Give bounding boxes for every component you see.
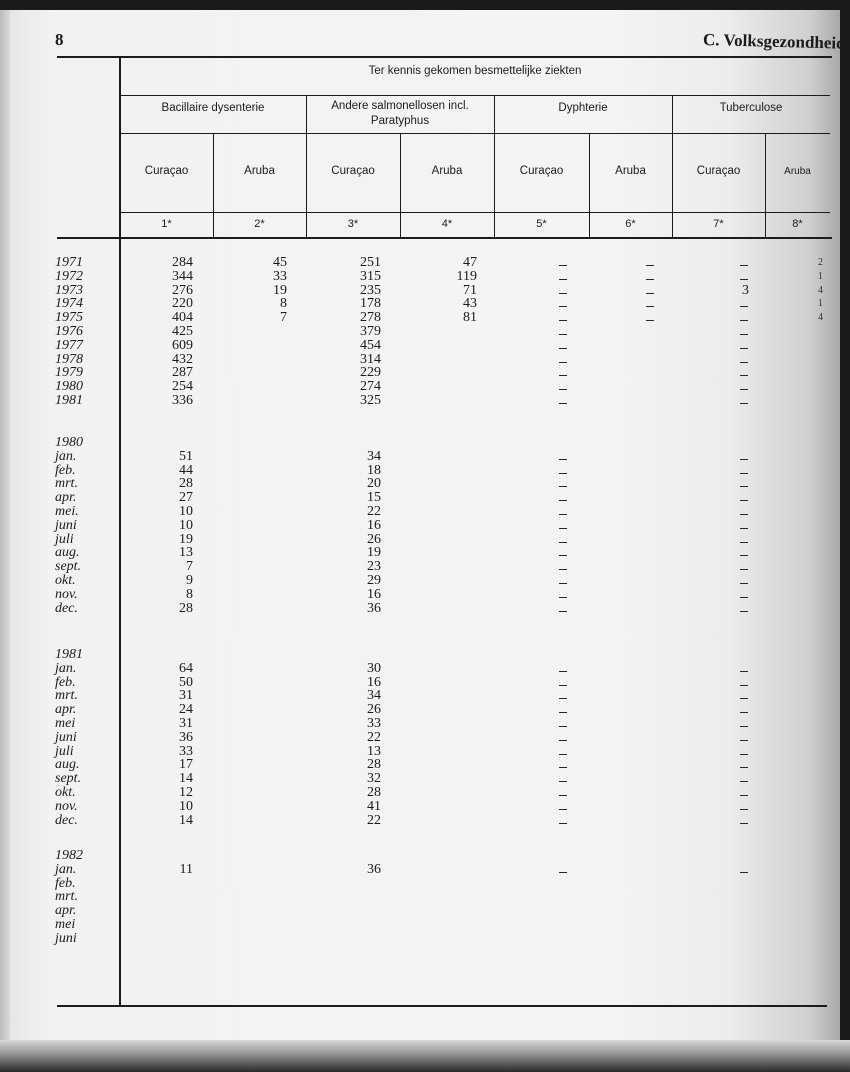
table-cell: 28: [367, 785, 381, 800]
empty-value-dash: [559, 320, 567, 321]
empty-value-dash: [559, 528, 567, 529]
row-label-month: mei: [55, 716, 76, 731]
column-number: 2*: [254, 218, 265, 230]
table-cell: 4: [818, 285, 823, 296]
row-label-month: feb.: [55, 463, 76, 478]
table-cell: 45: [273, 255, 287, 270]
empty-value-dash: [559, 348, 567, 349]
table-cell: 22: [367, 813, 381, 828]
empty-value-dash: [559, 569, 567, 570]
empty-value-dash: [740, 611, 748, 612]
table-cell: 10: [179, 799, 193, 814]
table-cell: 16: [367, 675, 381, 690]
empty-value-dash: [740, 569, 748, 570]
table-cell: 36: [179, 730, 193, 745]
table-title: Ter kennis gekomen besmettelijke ziekten: [368, 65, 582, 77]
table-cell: 81: [463, 310, 477, 325]
table-cell: 235: [360, 283, 381, 298]
table-cell: 10: [179, 518, 193, 533]
table-cell: 1: [818, 271, 823, 282]
empty-value-dash: [559, 781, 567, 782]
table-cell: 254: [172, 379, 193, 394]
table-cell: 71: [463, 283, 477, 298]
table-cell: 23: [367, 559, 381, 574]
row-label-year: 1973: [55, 283, 83, 298]
table-cell: 26: [367, 532, 381, 547]
table-cell: 425: [172, 324, 193, 339]
empty-value-dash: [559, 389, 567, 390]
empty-value-dash: [559, 514, 567, 515]
column-number: 7*: [713, 218, 724, 230]
table-cell: 17: [179, 757, 193, 772]
empty-value-dash: [740, 334, 748, 335]
table-cell: 34: [367, 688, 381, 703]
row-label-month: okt.: [55, 573, 76, 588]
row-label-month: okt.: [55, 785, 76, 800]
column-header: Curaçao: [144, 165, 189, 177]
column-number: 1*: [161, 218, 172, 230]
empty-value-dash: [740, 698, 748, 699]
empty-value-dash: [740, 685, 748, 686]
row-label-year: 1972: [55, 269, 83, 284]
empty-value-dash: [740, 671, 748, 672]
table-cell: 28: [179, 476, 193, 491]
empty-value-dash: [740, 597, 748, 598]
column-header: Aruba: [244, 165, 275, 177]
table-cell: 16: [367, 587, 381, 602]
page-bottom-edge: [0, 1040, 850, 1072]
row-label-year: 1976: [55, 324, 83, 339]
table-cell: 18: [367, 463, 381, 478]
header-bottom-rule: [57, 237, 832, 239]
row-label-month: feb.: [55, 675, 76, 690]
table-cell: 30: [367, 661, 381, 676]
table-cell: 34: [367, 449, 381, 464]
empty-value-dash: [559, 473, 567, 474]
column-header: Aruba: [431, 165, 463, 177]
table-cell: 287: [172, 365, 193, 380]
table-cell: 8: [280, 296, 287, 311]
table-cell: 336: [172, 393, 193, 408]
empty-value-dash: [559, 306, 567, 307]
empty-value-dash: [740, 740, 748, 741]
row-label-month: apr.: [55, 490, 77, 505]
column-number: 5*: [536, 218, 547, 230]
empty-value-dash: [559, 726, 567, 727]
table-cell: 43: [463, 296, 477, 311]
row-label-year: 1980: [55, 379, 83, 394]
table-cell: 33: [273, 269, 287, 284]
empty-value-dash: [559, 767, 567, 768]
empty-value-dash: [740, 872, 748, 873]
table-cell: 51: [179, 449, 193, 464]
group-header: Dyphterie: [558, 102, 608, 114]
row-label-year: 1977: [55, 338, 83, 353]
empty-value-dash: [559, 486, 567, 487]
row-label-month: aug.: [55, 757, 80, 772]
table-cell: 344: [172, 269, 193, 284]
table-cell: 28: [367, 757, 381, 772]
table-cell: 178: [360, 296, 381, 311]
table-cell: 12: [179, 785, 193, 800]
row-label-month: mrt.: [55, 889, 78, 904]
table-cell: 404: [172, 310, 193, 325]
table-cell: 7: [280, 310, 287, 325]
column-header: Curaçao: [696, 165, 741, 177]
row-label-month: apr.: [55, 903, 77, 918]
block-year-label: 1981: [55, 647, 83, 662]
table-cell: 31: [179, 716, 193, 731]
table-cell: 22: [367, 504, 381, 519]
empty-value-dash: [740, 348, 748, 349]
table-cell: 14: [179, 771, 193, 786]
table-cell: 13: [179, 545, 193, 560]
table-cell: 33: [367, 716, 381, 731]
row-label-year: 1978: [55, 352, 83, 367]
empty-value-dash: [559, 671, 567, 672]
row-label-month: juni: [55, 931, 77, 946]
empty-value-dash: [559, 597, 567, 598]
table-cell: 19: [273, 283, 287, 298]
empty-value-dash: [559, 754, 567, 755]
row-label-year: 1971: [55, 255, 83, 270]
empty-value-dash: [646, 306, 654, 307]
column-number-rule: [120, 212, 830, 213]
empty-value-dash: [559, 375, 567, 376]
table-cell: 379: [360, 324, 381, 339]
empty-value-dash: [740, 265, 748, 266]
table-cell: 220: [172, 296, 193, 311]
empty-value-dash: [740, 754, 748, 755]
empty-value-dash: [740, 542, 748, 543]
empty-value-dash: [559, 279, 567, 280]
row-label-month: mrt.: [55, 476, 78, 491]
table-cell: 274: [360, 379, 381, 394]
empty-value-dash: [559, 500, 567, 501]
column-header: Curaçao: [519, 165, 564, 177]
empty-value-dash: [559, 809, 567, 810]
column-number: 3*: [347, 218, 359, 230]
block-year-label: 1980: [55, 435, 83, 450]
empty-value-dash: [559, 555, 567, 556]
empty-value-dash: [559, 712, 567, 713]
empty-value-dash: [559, 795, 567, 796]
empty-value-dash: [740, 403, 748, 404]
column-number: 4*: [441, 218, 453, 230]
table-bottom-rule: [57, 1005, 827, 1007]
table-cell: 47: [463, 255, 477, 270]
empty-value-dash: [740, 712, 748, 713]
empty-value-dash: [740, 583, 748, 584]
table-cell: 325: [360, 393, 381, 408]
row-label-month: juli: [55, 532, 74, 547]
empty-value-dash: [740, 306, 748, 307]
row-label-year: 1975: [55, 310, 83, 325]
table-cell: 7: [186, 559, 193, 574]
row-label-month: jan.: [55, 862, 77, 877]
table-top-rule: [57, 56, 832, 58]
table-cell: 15: [367, 490, 381, 505]
block-year-label: 1982: [55, 848, 83, 863]
table-cell: 28: [179, 601, 193, 616]
table-cell: 27: [179, 490, 193, 505]
table-cell: 19: [179, 532, 193, 547]
table-cell: 2: [818, 257, 823, 268]
empty-value-dash: [740, 823, 748, 824]
empty-value-dash: [559, 823, 567, 824]
empty-value-dash: [740, 795, 748, 796]
table-cell: 29: [367, 573, 381, 588]
table-cell: 284: [172, 255, 193, 270]
empty-value-dash: [559, 459, 567, 460]
column-number: 8*: [792, 218, 803, 230]
table-cell: 609: [172, 338, 193, 353]
table-cell: 41: [367, 799, 381, 814]
row-label-year: 1974: [55, 296, 83, 311]
row-label-month: aug.: [55, 545, 80, 560]
table-cell: 3: [742, 283, 749, 298]
empty-value-dash: [740, 389, 748, 390]
table-cell: 44: [179, 463, 193, 478]
page-number: 8: [55, 30, 64, 49]
group-header: Bacillaire dysenterie: [161, 102, 265, 114]
row-label-month: dec.: [55, 813, 78, 828]
empty-value-dash: [740, 459, 748, 460]
table-cell: 11: [179, 862, 193, 877]
empty-value-dash: [559, 362, 567, 363]
table-cell: 251: [360, 255, 381, 270]
row-label-month: jan.: [55, 449, 77, 464]
row-label-year: 1979: [55, 365, 83, 380]
empty-value-dash: [559, 293, 567, 294]
empty-value-dash: [646, 293, 654, 294]
group-header: Tuberculose: [719, 102, 783, 114]
empty-value-dash: [740, 767, 748, 768]
table-cell: 9: [186, 573, 193, 588]
empty-value-dash: [559, 334, 567, 335]
empty-value-dash: [646, 265, 654, 266]
row-label-month: juli: [55, 744, 74, 759]
table-cell: 33: [179, 744, 193, 759]
empty-value-dash: [559, 265, 567, 266]
table-cell: 16: [367, 518, 381, 533]
row-label-month: juni: [55, 518, 77, 533]
section-title: C. Volksgezondheid: [703, 30, 847, 53]
table-cell: 10: [179, 504, 193, 519]
empty-value-dash: [740, 726, 748, 727]
row-label-year: 1981: [55, 393, 83, 408]
table-cell: 19: [367, 545, 381, 560]
empty-value-dash: [646, 320, 654, 321]
empty-value-dash: [740, 362, 748, 363]
table-cell: 64: [179, 661, 193, 676]
empty-value-dash: [559, 740, 567, 741]
row-label-month: dec.: [55, 601, 78, 616]
empty-value-dash: [559, 583, 567, 584]
row-label-month: sept.: [55, 559, 82, 574]
table-cell: 229: [360, 365, 381, 380]
empty-value-dash: [740, 555, 748, 556]
row-label-month: mrt.: [55, 688, 78, 703]
row-label-month: apr.: [55, 702, 77, 717]
empty-value-dash: [559, 872, 567, 873]
table-cell: 22: [367, 730, 381, 745]
empty-value-dash: [740, 486, 748, 487]
table-cell: 278: [360, 310, 381, 325]
group-header-rule: [120, 95, 830, 96]
empty-value-dash: [740, 528, 748, 529]
empty-value-dash: [740, 320, 748, 321]
table-cell: 454: [360, 338, 381, 353]
column-header-rule: [120, 133, 830, 134]
row-label-month: mei: [55, 917, 76, 932]
row-label-month: nov.: [55, 799, 78, 814]
row-label-month: jan.: [55, 661, 77, 676]
empty-value-dash: [559, 403, 567, 404]
column-header: Aruba: [615, 165, 646, 177]
column-header: Aruba: [784, 166, 811, 177]
table-cell: 31: [179, 688, 193, 703]
table-cell: 36: [367, 862, 381, 877]
row-label-month: feb.: [55, 876, 76, 891]
table-cell: 13: [367, 744, 381, 759]
empty-value-dash: [740, 473, 748, 474]
empty-value-dash: [740, 500, 748, 501]
table-cell: 314: [360, 352, 381, 367]
table-cell: 14: [179, 813, 193, 828]
table-cell: 315: [360, 269, 381, 284]
empty-value-dash: [740, 279, 748, 280]
empty-value-dash: [646, 279, 654, 280]
table-cell: 276: [172, 283, 193, 298]
empty-value-dash: [559, 698, 567, 699]
table-cell: 50: [179, 675, 193, 690]
empty-value-dash: [559, 542, 567, 543]
table-cell: 26: [367, 702, 381, 717]
group-header: Andere salmonellosen incl. Paratyphus: [331, 100, 469, 127]
row-label-month: juni: [55, 730, 77, 745]
empty-value-dash: [740, 514, 748, 515]
table-cell: 20: [367, 476, 381, 491]
empty-value-dash: [559, 611, 567, 612]
table-cell: 1: [818, 298, 823, 309]
table-cell: 432: [172, 352, 193, 367]
table-cell: 36: [367, 601, 381, 616]
table-cell: 4: [818, 312, 823, 323]
row-label-month: sept.: [55, 771, 82, 786]
row-label-month: nov.: [55, 587, 78, 602]
column-number: 6*: [625, 218, 636, 230]
stub-divider: [119, 56, 121, 1005]
table-cell: 119: [456, 269, 477, 284]
table-cell: 32: [367, 771, 381, 786]
table-cell: 8: [186, 587, 193, 602]
empty-value-dash: [740, 809, 748, 810]
empty-value-dash: [740, 781, 748, 782]
table-cell: 24: [179, 702, 193, 717]
column-header: Curaçao: [331, 165, 375, 177]
row-label-month: mei.: [55, 504, 79, 519]
empty-value-dash: [740, 375, 748, 376]
empty-value-dash: [559, 685, 567, 686]
